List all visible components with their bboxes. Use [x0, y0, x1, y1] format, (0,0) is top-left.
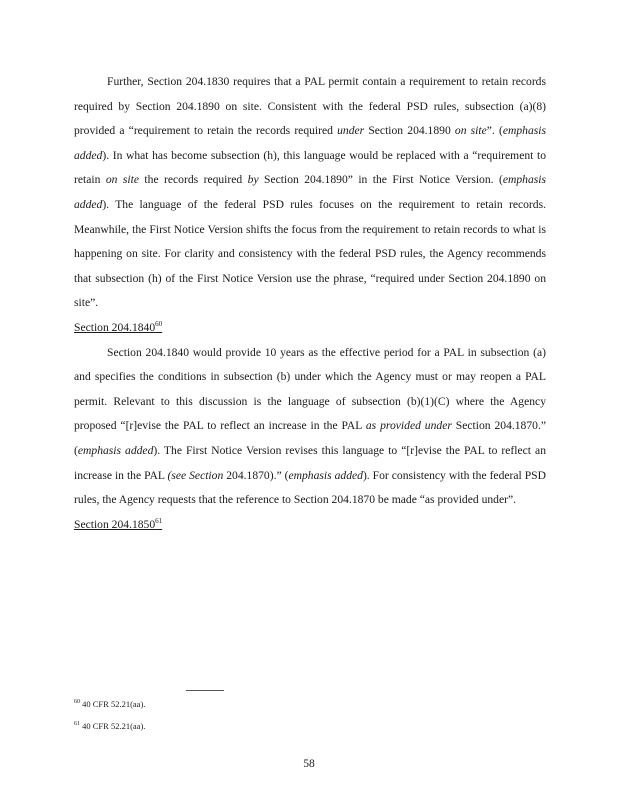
- paragraph-retain-records: Further, Section 204.1830 requires that a PAL permit contain a requirement to retain records required by Section 204.1890 on site. Consistent with the federal PSD rules, subsection (a)(8) provided a “requirement to retain the records required under Section 204.1890 on site”. (emphasis added). In what has become subsection (h), this language would be replaced with a “requirement to retain on site the records required by Section 204.1890” in the First Notice Version. (emphasis added). The language of the federal PSD rules focuses on the requirement to retain records. Meanwhile, the First Notice Version shifts the focus from the requirement to retain records to what is happening on site. For clarity and consistency with the federal PSD rules, the Agency recommends that subsection (h) of the First Notice Version use the phrase, “required under Section 204.1890 on site”.: [74, 75, 546, 310]
- section-heading-204-1840: Section 204.1840$^{60}$: [74, 320, 163, 334]
- footnote-ref-61: 61: [155, 516, 163, 525]
- footnote-60: $^{60}$ 40 CFR 52.21(aa).: [74, 699, 146, 709]
- paragraph-pal-effective-period: Section 204.1840 would provide 10 years as the effective period for a PAL in subsection (a) and specifies the conditions in subsection (b) under which the Agency must or may reopen a PAL permit. Relevant to this discussion is the language of subsection (b)(1)(C) where the Agency proposed “[r]evise the PAL to reflect an increase in the PAL as provided under Section 204.1870.” (emphasis added). The First Notice Version revises this language to “[r]evise the PAL to reflect an increase in the PAL (see Section 204.1870).” (emphasis added). For consistency with the federal PSD rules, the Agency requests that the reference to Section 204.1870 be made “as provided under”.: [74, 345, 546, 507]
- section-heading-204-1850: Section 204.1850$^{61}$: [74, 516, 163, 531]
- body-text: [74, 70, 546, 537]
- footnote-divider: [186, 690, 224, 691]
- footnote-61: $^{61}$ 40 CFR 52.21(aa).: [74, 721, 146, 731]
- page-number: 58: [303, 757, 315, 770]
- footnote-ref-60: 60: [155, 320, 163, 329]
